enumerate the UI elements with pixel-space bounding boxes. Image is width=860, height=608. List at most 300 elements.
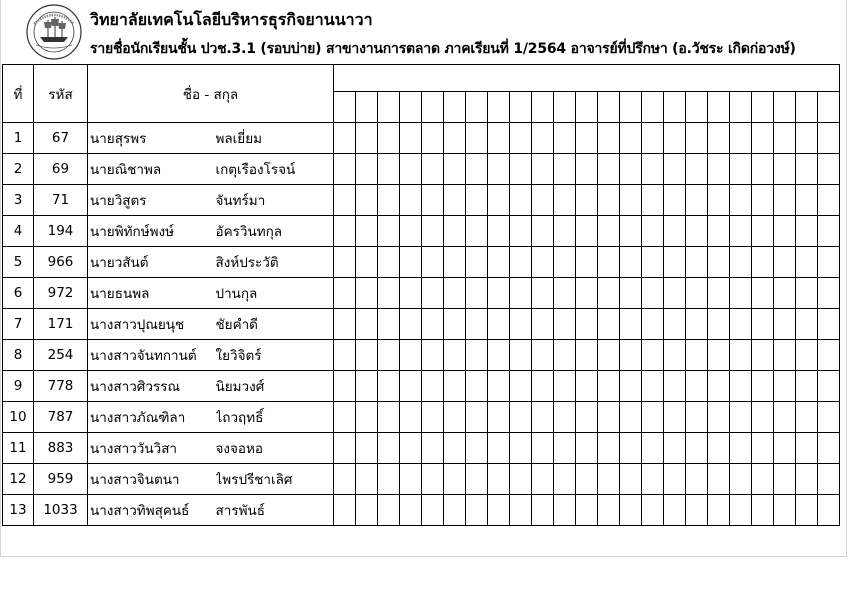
attendance-cell[interactable] xyxy=(378,185,400,216)
attendance-cell[interactable] xyxy=(774,402,796,433)
attendance-cell[interactable] xyxy=(620,340,642,371)
attendance-cell[interactable] xyxy=(554,340,576,371)
attendance-cell[interactable] xyxy=(532,278,554,309)
attendance-cell[interactable] xyxy=(730,154,752,185)
attendance-cell[interactable] xyxy=(796,402,818,433)
attendance-cell[interactable] xyxy=(422,278,444,309)
attendance-cell[interactable] xyxy=(774,123,796,154)
attendance-cell[interactable] xyxy=(598,216,620,247)
attendance-cell[interactable] xyxy=(642,123,664,154)
attendance-cell[interactable] xyxy=(400,371,422,402)
attendance-cell[interactable] xyxy=(598,309,620,340)
attendance-cell[interactable] xyxy=(510,433,532,464)
attendance-cell[interactable] xyxy=(796,154,818,185)
attendance-cell[interactable] xyxy=(378,495,400,526)
attendance-cell[interactable] xyxy=(796,123,818,154)
attendance-cell[interactable] xyxy=(708,247,730,278)
attendance-cell[interactable] xyxy=(752,371,774,402)
attendance-cell[interactable] xyxy=(488,123,510,154)
attendance-cell[interactable] xyxy=(488,433,510,464)
attendance-cell[interactable] xyxy=(686,464,708,495)
attendance-cell[interactable] xyxy=(730,402,752,433)
attendance-cell[interactable] xyxy=(488,247,510,278)
attendance-cell[interactable] xyxy=(554,371,576,402)
attendance-cell[interactable] xyxy=(642,154,664,185)
attendance-cell[interactable] xyxy=(554,433,576,464)
attendance-cell[interactable] xyxy=(818,278,840,309)
attendance-cell[interactable] xyxy=(796,371,818,402)
attendance-cell[interactable] xyxy=(774,278,796,309)
attendance-cell[interactable] xyxy=(620,185,642,216)
attendance-cell[interactable] xyxy=(422,185,444,216)
attendance-cell[interactable] xyxy=(598,402,620,433)
attendance-cell[interactable] xyxy=(510,185,532,216)
attendance-cell[interactable] xyxy=(818,402,840,433)
attendance-cell[interactable] xyxy=(796,185,818,216)
attendance-cell[interactable] xyxy=(664,371,686,402)
attendance-cell[interactable] xyxy=(444,278,466,309)
attendance-cell[interactable] xyxy=(356,154,378,185)
attendance-cell[interactable] xyxy=(774,247,796,278)
attendance-cell[interactable] xyxy=(620,371,642,402)
attendance-cell[interactable] xyxy=(378,309,400,340)
attendance-cell[interactable] xyxy=(686,216,708,247)
attendance-cell[interactable] xyxy=(642,464,664,495)
attendance-cell[interactable] xyxy=(642,185,664,216)
attendance-cell[interactable] xyxy=(576,464,598,495)
attendance-cell[interactable] xyxy=(752,402,774,433)
attendance-cell[interactable] xyxy=(818,185,840,216)
attendance-cell[interactable] xyxy=(356,464,378,495)
attendance-cell[interactable] xyxy=(356,247,378,278)
attendance-cell[interactable] xyxy=(730,495,752,526)
attendance-cell[interactable] xyxy=(620,278,642,309)
attendance-cell[interactable] xyxy=(620,154,642,185)
attendance-cell[interactable] xyxy=(444,464,466,495)
attendance-cell[interactable] xyxy=(532,185,554,216)
attendance-cell[interactable] xyxy=(708,216,730,247)
attendance-cell[interactable] xyxy=(598,185,620,216)
attendance-cell[interactable] xyxy=(598,340,620,371)
attendance-cell[interactable] xyxy=(334,371,356,402)
attendance-cell[interactable] xyxy=(752,154,774,185)
attendance-cell[interactable] xyxy=(730,278,752,309)
attendance-cell[interactable] xyxy=(818,309,840,340)
attendance-cell[interactable] xyxy=(686,278,708,309)
attendance-cell[interactable] xyxy=(752,495,774,526)
attendance-cell[interactable] xyxy=(532,340,554,371)
attendance-cell[interactable] xyxy=(642,216,664,247)
attendance-cell[interactable] xyxy=(488,185,510,216)
attendance-cell[interactable] xyxy=(620,433,642,464)
attendance-cell[interactable] xyxy=(356,123,378,154)
attendance-cell[interactable] xyxy=(466,123,488,154)
attendance-cell[interactable] xyxy=(818,216,840,247)
attendance-cell[interactable] xyxy=(818,340,840,371)
attendance-cell[interactable] xyxy=(378,216,400,247)
attendance-cell[interactable] xyxy=(708,309,730,340)
attendance-cell[interactable] xyxy=(642,340,664,371)
attendance-cell[interactable] xyxy=(400,309,422,340)
attendance-cell[interactable] xyxy=(642,402,664,433)
attendance-cell[interactable] xyxy=(664,464,686,495)
attendance-cell[interactable] xyxy=(334,216,356,247)
attendance-cell[interactable] xyxy=(444,309,466,340)
attendance-cell[interactable] xyxy=(422,371,444,402)
attendance-cell[interactable] xyxy=(378,154,400,185)
attendance-cell[interactable] xyxy=(642,247,664,278)
attendance-cell[interactable] xyxy=(774,433,796,464)
attendance-cell[interactable] xyxy=(664,340,686,371)
attendance-cell[interactable] xyxy=(422,340,444,371)
attendance-cell[interactable] xyxy=(334,278,356,309)
attendance-cell[interactable] xyxy=(400,247,422,278)
attendance-cell[interactable] xyxy=(400,185,422,216)
attendance-cell[interactable] xyxy=(796,495,818,526)
attendance-cell[interactable] xyxy=(378,433,400,464)
attendance-cell[interactable] xyxy=(818,123,840,154)
attendance-cell[interactable] xyxy=(818,433,840,464)
attendance-cell[interactable] xyxy=(466,371,488,402)
attendance-cell[interactable] xyxy=(818,247,840,278)
attendance-cell[interactable] xyxy=(378,464,400,495)
attendance-cell[interactable] xyxy=(334,309,356,340)
attendance-cell[interactable] xyxy=(796,278,818,309)
attendance-cell[interactable] xyxy=(444,495,466,526)
attendance-cell[interactable] xyxy=(422,402,444,433)
attendance-cell[interactable] xyxy=(774,309,796,340)
attendance-cell[interactable] xyxy=(576,278,598,309)
attendance-cell[interactable] xyxy=(730,464,752,495)
attendance-cell[interactable] xyxy=(576,402,598,433)
attendance-cell[interactable] xyxy=(554,185,576,216)
attendance-cell[interactable] xyxy=(664,309,686,340)
attendance-cell[interactable] xyxy=(356,340,378,371)
attendance-cell[interactable] xyxy=(664,402,686,433)
attendance-cell[interactable] xyxy=(400,340,422,371)
attendance-cell[interactable] xyxy=(400,123,422,154)
attendance-cell[interactable] xyxy=(510,402,532,433)
attendance-cell[interactable] xyxy=(708,495,730,526)
attendance-cell[interactable] xyxy=(642,495,664,526)
attendance-cell[interactable] xyxy=(708,402,730,433)
attendance-cell[interactable] xyxy=(796,247,818,278)
attendance-cell[interactable] xyxy=(356,216,378,247)
attendance-cell[interactable] xyxy=(730,123,752,154)
attendance-cell[interactable] xyxy=(796,340,818,371)
attendance-cell[interactable] xyxy=(532,247,554,278)
attendance-cell[interactable] xyxy=(400,278,422,309)
attendance-cell[interactable] xyxy=(466,464,488,495)
attendance-cell[interactable] xyxy=(356,371,378,402)
attendance-cell[interactable] xyxy=(334,247,356,278)
attendance-cell[interactable] xyxy=(422,247,444,278)
attendance-cell[interactable] xyxy=(444,247,466,278)
attendance-cell[interactable] xyxy=(532,309,554,340)
attendance-cell[interactable] xyxy=(752,278,774,309)
attendance-cell[interactable] xyxy=(510,216,532,247)
attendance-cell[interactable] xyxy=(774,340,796,371)
attendance-cell[interactable] xyxy=(488,278,510,309)
attendance-cell[interactable] xyxy=(510,309,532,340)
attendance-cell[interactable] xyxy=(422,309,444,340)
attendance-cell[interactable] xyxy=(466,185,488,216)
attendance-cell[interactable] xyxy=(488,402,510,433)
attendance-cell[interactable] xyxy=(664,433,686,464)
attendance-cell[interactable] xyxy=(554,123,576,154)
attendance-cell[interactable] xyxy=(400,216,422,247)
attendance-cell[interactable] xyxy=(510,154,532,185)
attendance-cell[interactable] xyxy=(576,247,598,278)
attendance-cell[interactable] xyxy=(356,495,378,526)
attendance-cell[interactable] xyxy=(818,154,840,185)
attendance-cell[interactable] xyxy=(422,433,444,464)
attendance-cell[interactable] xyxy=(598,278,620,309)
attendance-cell[interactable] xyxy=(752,464,774,495)
attendance-cell[interactable] xyxy=(510,278,532,309)
attendance-cell[interactable] xyxy=(686,247,708,278)
attendance-cell[interactable] xyxy=(774,371,796,402)
attendance-cell[interactable] xyxy=(796,464,818,495)
attendance-cell[interactable] xyxy=(708,433,730,464)
attendance-cell[interactable] xyxy=(598,495,620,526)
attendance-cell[interactable] xyxy=(532,371,554,402)
attendance-cell[interactable] xyxy=(422,464,444,495)
attendance-cell[interactable] xyxy=(400,464,422,495)
attendance-cell[interactable] xyxy=(400,495,422,526)
attendance-cell[interactable] xyxy=(532,123,554,154)
attendance-cell[interactable] xyxy=(466,216,488,247)
attendance-cell[interactable] xyxy=(598,154,620,185)
attendance-cell[interactable] xyxy=(576,340,598,371)
attendance-cell[interactable] xyxy=(730,309,752,340)
attendance-cell[interactable] xyxy=(576,154,598,185)
attendance-cell[interactable] xyxy=(576,371,598,402)
attendance-cell[interactable] xyxy=(598,433,620,464)
attendance-cell[interactable] xyxy=(532,216,554,247)
attendance-cell[interactable] xyxy=(554,495,576,526)
attendance-cell[interactable] xyxy=(598,247,620,278)
attendance-cell[interactable] xyxy=(708,464,730,495)
attendance-cell[interactable] xyxy=(686,495,708,526)
attendance-cell[interactable] xyxy=(466,278,488,309)
attendance-cell[interactable] xyxy=(356,433,378,464)
attendance-cell[interactable] xyxy=(752,185,774,216)
attendance-cell[interactable] xyxy=(686,154,708,185)
attendance-cell[interactable] xyxy=(334,185,356,216)
attendance-cell[interactable] xyxy=(488,371,510,402)
attendance-cell[interactable] xyxy=(466,433,488,464)
attendance-cell[interactable] xyxy=(356,185,378,216)
attendance-cell[interactable] xyxy=(620,216,642,247)
attendance-cell[interactable] xyxy=(444,433,466,464)
attendance-cell[interactable] xyxy=(334,340,356,371)
attendance-cell[interactable] xyxy=(532,154,554,185)
attendance-cell[interactable] xyxy=(510,464,532,495)
attendance-cell[interactable] xyxy=(554,309,576,340)
attendance-cell[interactable] xyxy=(730,340,752,371)
attendance-cell[interactable] xyxy=(774,495,796,526)
attendance-cell[interactable] xyxy=(818,371,840,402)
attendance-cell[interactable] xyxy=(620,402,642,433)
attendance-cell[interactable] xyxy=(774,154,796,185)
attendance-cell[interactable] xyxy=(488,309,510,340)
attendance-cell[interactable] xyxy=(422,123,444,154)
attendance-cell[interactable] xyxy=(488,216,510,247)
attendance-cell[interactable] xyxy=(576,216,598,247)
attendance-cell[interactable] xyxy=(554,464,576,495)
attendance-cell[interactable] xyxy=(708,278,730,309)
attendance-cell[interactable] xyxy=(510,371,532,402)
attendance-cell[interactable] xyxy=(488,495,510,526)
attendance-cell[interactable] xyxy=(686,402,708,433)
attendance-cell[interactable] xyxy=(576,495,598,526)
attendance-cell[interactable] xyxy=(466,309,488,340)
attendance-cell[interactable] xyxy=(730,433,752,464)
attendance-cell[interactable] xyxy=(664,123,686,154)
attendance-cell[interactable] xyxy=(488,464,510,495)
attendance-cell[interactable] xyxy=(510,123,532,154)
attendance-cell[interactable] xyxy=(510,495,532,526)
attendance-cell[interactable] xyxy=(752,433,774,464)
attendance-cell[interactable] xyxy=(334,433,356,464)
attendance-cell[interactable] xyxy=(620,123,642,154)
attendance-cell[interactable] xyxy=(730,247,752,278)
attendance-cell[interactable] xyxy=(334,495,356,526)
attendance-cell[interactable] xyxy=(642,309,664,340)
attendance-cell[interactable] xyxy=(686,185,708,216)
attendance-cell[interactable] xyxy=(664,216,686,247)
attendance-cell[interactable] xyxy=(422,154,444,185)
attendance-cell[interactable] xyxy=(334,402,356,433)
attendance-cell[interactable] xyxy=(466,495,488,526)
attendance-cell[interactable] xyxy=(554,278,576,309)
attendance-cell[interactable] xyxy=(554,247,576,278)
attendance-cell[interactable] xyxy=(334,464,356,495)
attendance-cell[interactable] xyxy=(334,123,356,154)
attendance-cell[interactable] xyxy=(532,402,554,433)
attendance-cell[interactable] xyxy=(664,185,686,216)
attendance-cell[interactable] xyxy=(378,371,400,402)
attendance-cell[interactable] xyxy=(444,402,466,433)
attendance-cell[interactable] xyxy=(466,247,488,278)
attendance-cell[interactable] xyxy=(356,402,378,433)
attendance-cell[interactable] xyxy=(422,216,444,247)
attendance-cell[interactable] xyxy=(532,464,554,495)
attendance-cell[interactable] xyxy=(576,309,598,340)
attendance-cell[interactable] xyxy=(708,371,730,402)
attendance-cell[interactable] xyxy=(730,216,752,247)
attendance-cell[interactable] xyxy=(708,185,730,216)
attendance-cell[interactable] xyxy=(730,371,752,402)
attendance-cell[interactable] xyxy=(554,402,576,433)
attendance-cell[interactable] xyxy=(664,154,686,185)
attendance-cell[interactable] xyxy=(598,123,620,154)
attendance-cell[interactable] xyxy=(488,154,510,185)
attendance-cell[interactable] xyxy=(598,464,620,495)
attendance-cell[interactable] xyxy=(466,154,488,185)
attendance-cell[interactable] xyxy=(620,247,642,278)
attendance-cell[interactable] xyxy=(378,278,400,309)
attendance-cell[interactable] xyxy=(422,495,444,526)
attendance-cell[interactable] xyxy=(642,371,664,402)
attendance-cell[interactable] xyxy=(444,371,466,402)
attendance-cell[interactable] xyxy=(686,340,708,371)
attendance-cell[interactable] xyxy=(752,123,774,154)
attendance-cell[interactable] xyxy=(378,247,400,278)
attendance-cell[interactable] xyxy=(444,123,466,154)
attendance-cell[interactable] xyxy=(466,402,488,433)
attendance-cell[interactable] xyxy=(378,123,400,154)
attendance-cell[interactable] xyxy=(598,371,620,402)
attendance-cell[interactable] xyxy=(818,464,840,495)
attendance-cell[interactable] xyxy=(620,309,642,340)
attendance-cell[interactable] xyxy=(576,123,598,154)
attendance-cell[interactable] xyxy=(466,340,488,371)
attendance-cell[interactable] xyxy=(642,433,664,464)
attendance-cell[interactable] xyxy=(400,402,422,433)
attendance-cell[interactable] xyxy=(796,309,818,340)
attendance-cell[interactable] xyxy=(642,278,664,309)
student-first-name: นายณิชาพล xyxy=(88,154,216,185)
attendance-cell[interactable] xyxy=(686,371,708,402)
attendance-cell[interactable] xyxy=(752,247,774,278)
attendance-cell[interactable] xyxy=(334,154,356,185)
attendance-cell[interactable] xyxy=(554,154,576,185)
attendance-cell[interactable] xyxy=(400,433,422,464)
attendance-cell[interactable] xyxy=(774,185,796,216)
attendance-cell[interactable] xyxy=(400,154,422,185)
attendance-cell[interactable] xyxy=(752,309,774,340)
attendance-cell[interactable] xyxy=(532,433,554,464)
attendance-cell[interactable] xyxy=(444,216,466,247)
attendance-cell[interactable] xyxy=(686,123,708,154)
attendance-cell[interactable] xyxy=(378,402,400,433)
attendance-cell[interactable] xyxy=(620,464,642,495)
attendance-cell[interactable] xyxy=(752,216,774,247)
attendance-cell[interactable] xyxy=(576,185,598,216)
attendance-cell[interactable] xyxy=(444,154,466,185)
attendance-cell[interactable] xyxy=(356,309,378,340)
attendance-cell[interactable] xyxy=(444,185,466,216)
attendance-cell[interactable] xyxy=(444,340,466,371)
attendance-cell[interactable] xyxy=(774,216,796,247)
attendance-cell[interactable] xyxy=(664,247,686,278)
attendance-cell[interactable] xyxy=(664,278,686,309)
attendance-cell[interactable] xyxy=(774,464,796,495)
attendance-cell[interactable] xyxy=(796,433,818,464)
attendance-cell[interactable] xyxy=(708,154,730,185)
attendance-cell[interactable] xyxy=(554,216,576,247)
attendance-cell[interactable] xyxy=(488,340,510,371)
attendance-cell[interactable] xyxy=(620,495,642,526)
attendance-cell[interactable] xyxy=(378,340,400,371)
attendance-cell[interactable] xyxy=(686,309,708,340)
attendance-cell[interactable] xyxy=(708,123,730,154)
attendance-cell[interactable] xyxy=(708,340,730,371)
attendance-cell[interactable] xyxy=(510,340,532,371)
attendance-cell[interactable] xyxy=(532,495,554,526)
attendance-cell[interactable] xyxy=(686,433,708,464)
attendance-cell[interactable] xyxy=(752,340,774,371)
attendance-cell[interactable] xyxy=(818,495,840,526)
attendance-cell[interactable] xyxy=(576,433,598,464)
attendance-cell[interactable] xyxy=(730,185,752,216)
attendance-cell[interactable] xyxy=(796,216,818,247)
attendance-cell[interactable] xyxy=(510,247,532,278)
attendance-cell[interactable] xyxy=(356,278,378,309)
attendance-cell[interactable] xyxy=(664,495,686,526)
